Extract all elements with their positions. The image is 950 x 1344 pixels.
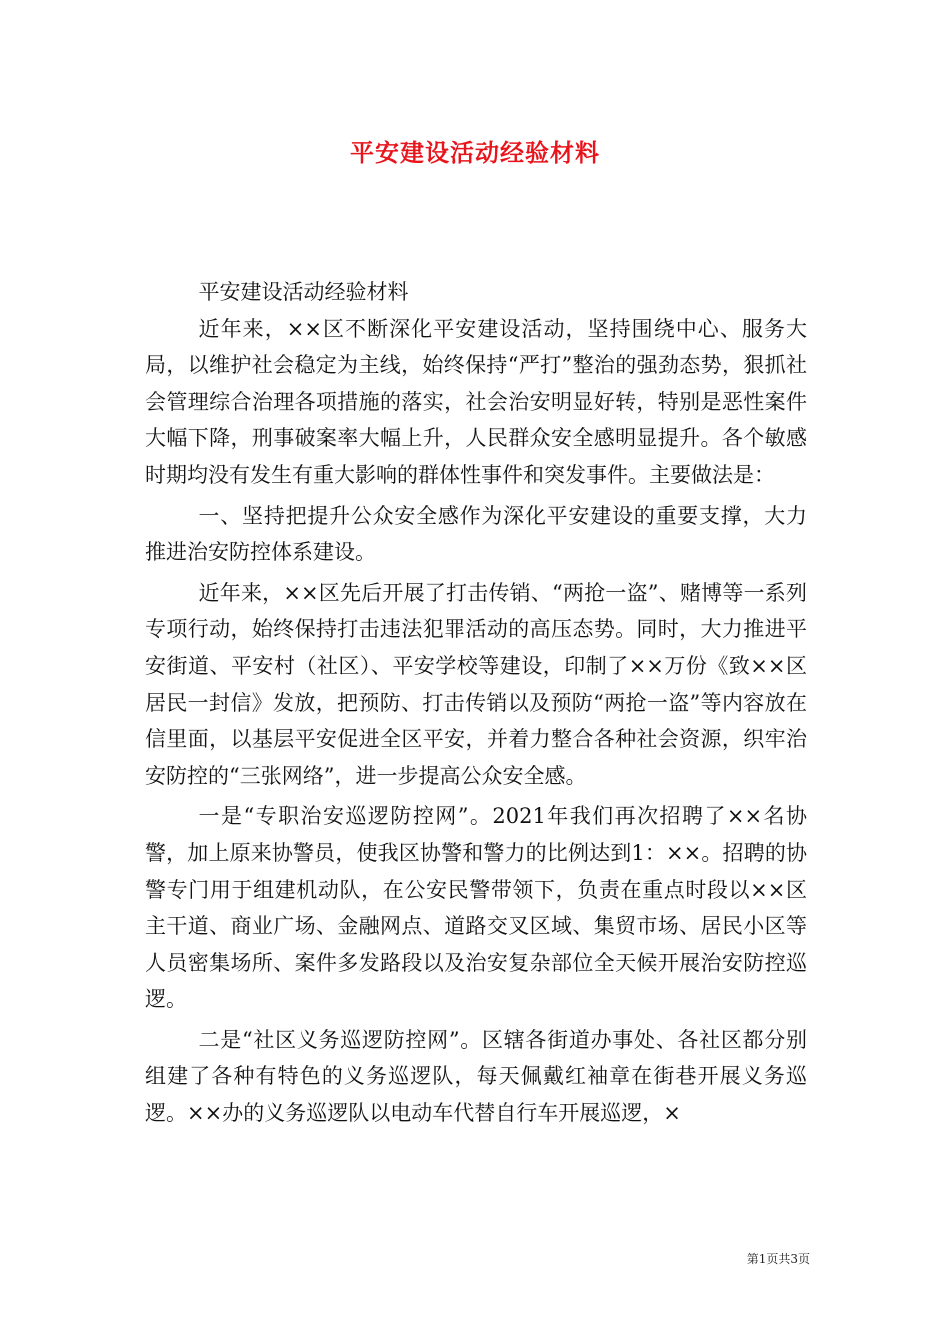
document-title: 平安建设活动经验材料 <box>350 138 600 167</box>
patrol-network-paragraph: 一是“专职治安巡逻防控网”。2021年我们再次招聘了××名协警，加上原来协警员，使我区协警和警力的比例达到1：××。招聘的协警专门用于组建机动队，在公安民警带领下，负责在重点时段以××区主干道、商业广场、金融网点、道路交叉区域、集贸市场、居民小区等人员密集场所、案件多发路段以及治安复杂部位全天候开展治安防控巡逻。 <box>145 804 807 1012</box>
subtitle-paragraph: 平安建设活动经验材料 <box>198 280 409 304</box>
section-one-paragraph: 近年来，××区先后开展了打击传销、“两抢一盗”、赌博等一系列专项行动，始终保持打击违法犯罪活动的高压态势。同时，大力推进平安街道、平安村（社区）、平安学校等建设，印制了××万份《致××区居民一封信》发放，把预防、打击传销以及预防“两抢一盗”等内容放在信里面，以基层平安促进全区平安，并着力整合各种社会资源，织牢治安防控的“三张网络”，进一步提高公众安全感。 <box>145 580 807 788</box>
section-one-heading: 一、坚持把提升公众安全感作为深化平安建设的重要支撑，大力推进治安防控体系建设。 <box>145 503 807 565</box>
intro-paragraph: 近年来，××区不断深化平安建设活动，坚持围绕中心、服务大局，以维护社会稳定为主线，始终保持“严打”整治的强劲态势，狠抓社会管理综合治理各项措施的落实，社会治安明显好转，特别是恶性案件大幅下降，刑事破案率大幅上升，人民群众安全感明显提升。各个敏感时期均没有发生有重大影响的群体性事件和突发事件。主要做法是： <box>145 316 807 487</box>
page-number-footer: 第1页共3页 <box>746 1252 810 1266</box>
document-body <box>145 274 807 1132</box>
community-patrol-paragraph: 二是“社区义务巡逻防控网”。区辖各街道办事处、各社区都分别组建了各种有特色的义务巡逻队，每天佩戴红袖章在街巷开展义务巡逻。××办的义务巡逻队以电动车代替自行车开展巡逻，× <box>145 1027 807 1126</box>
